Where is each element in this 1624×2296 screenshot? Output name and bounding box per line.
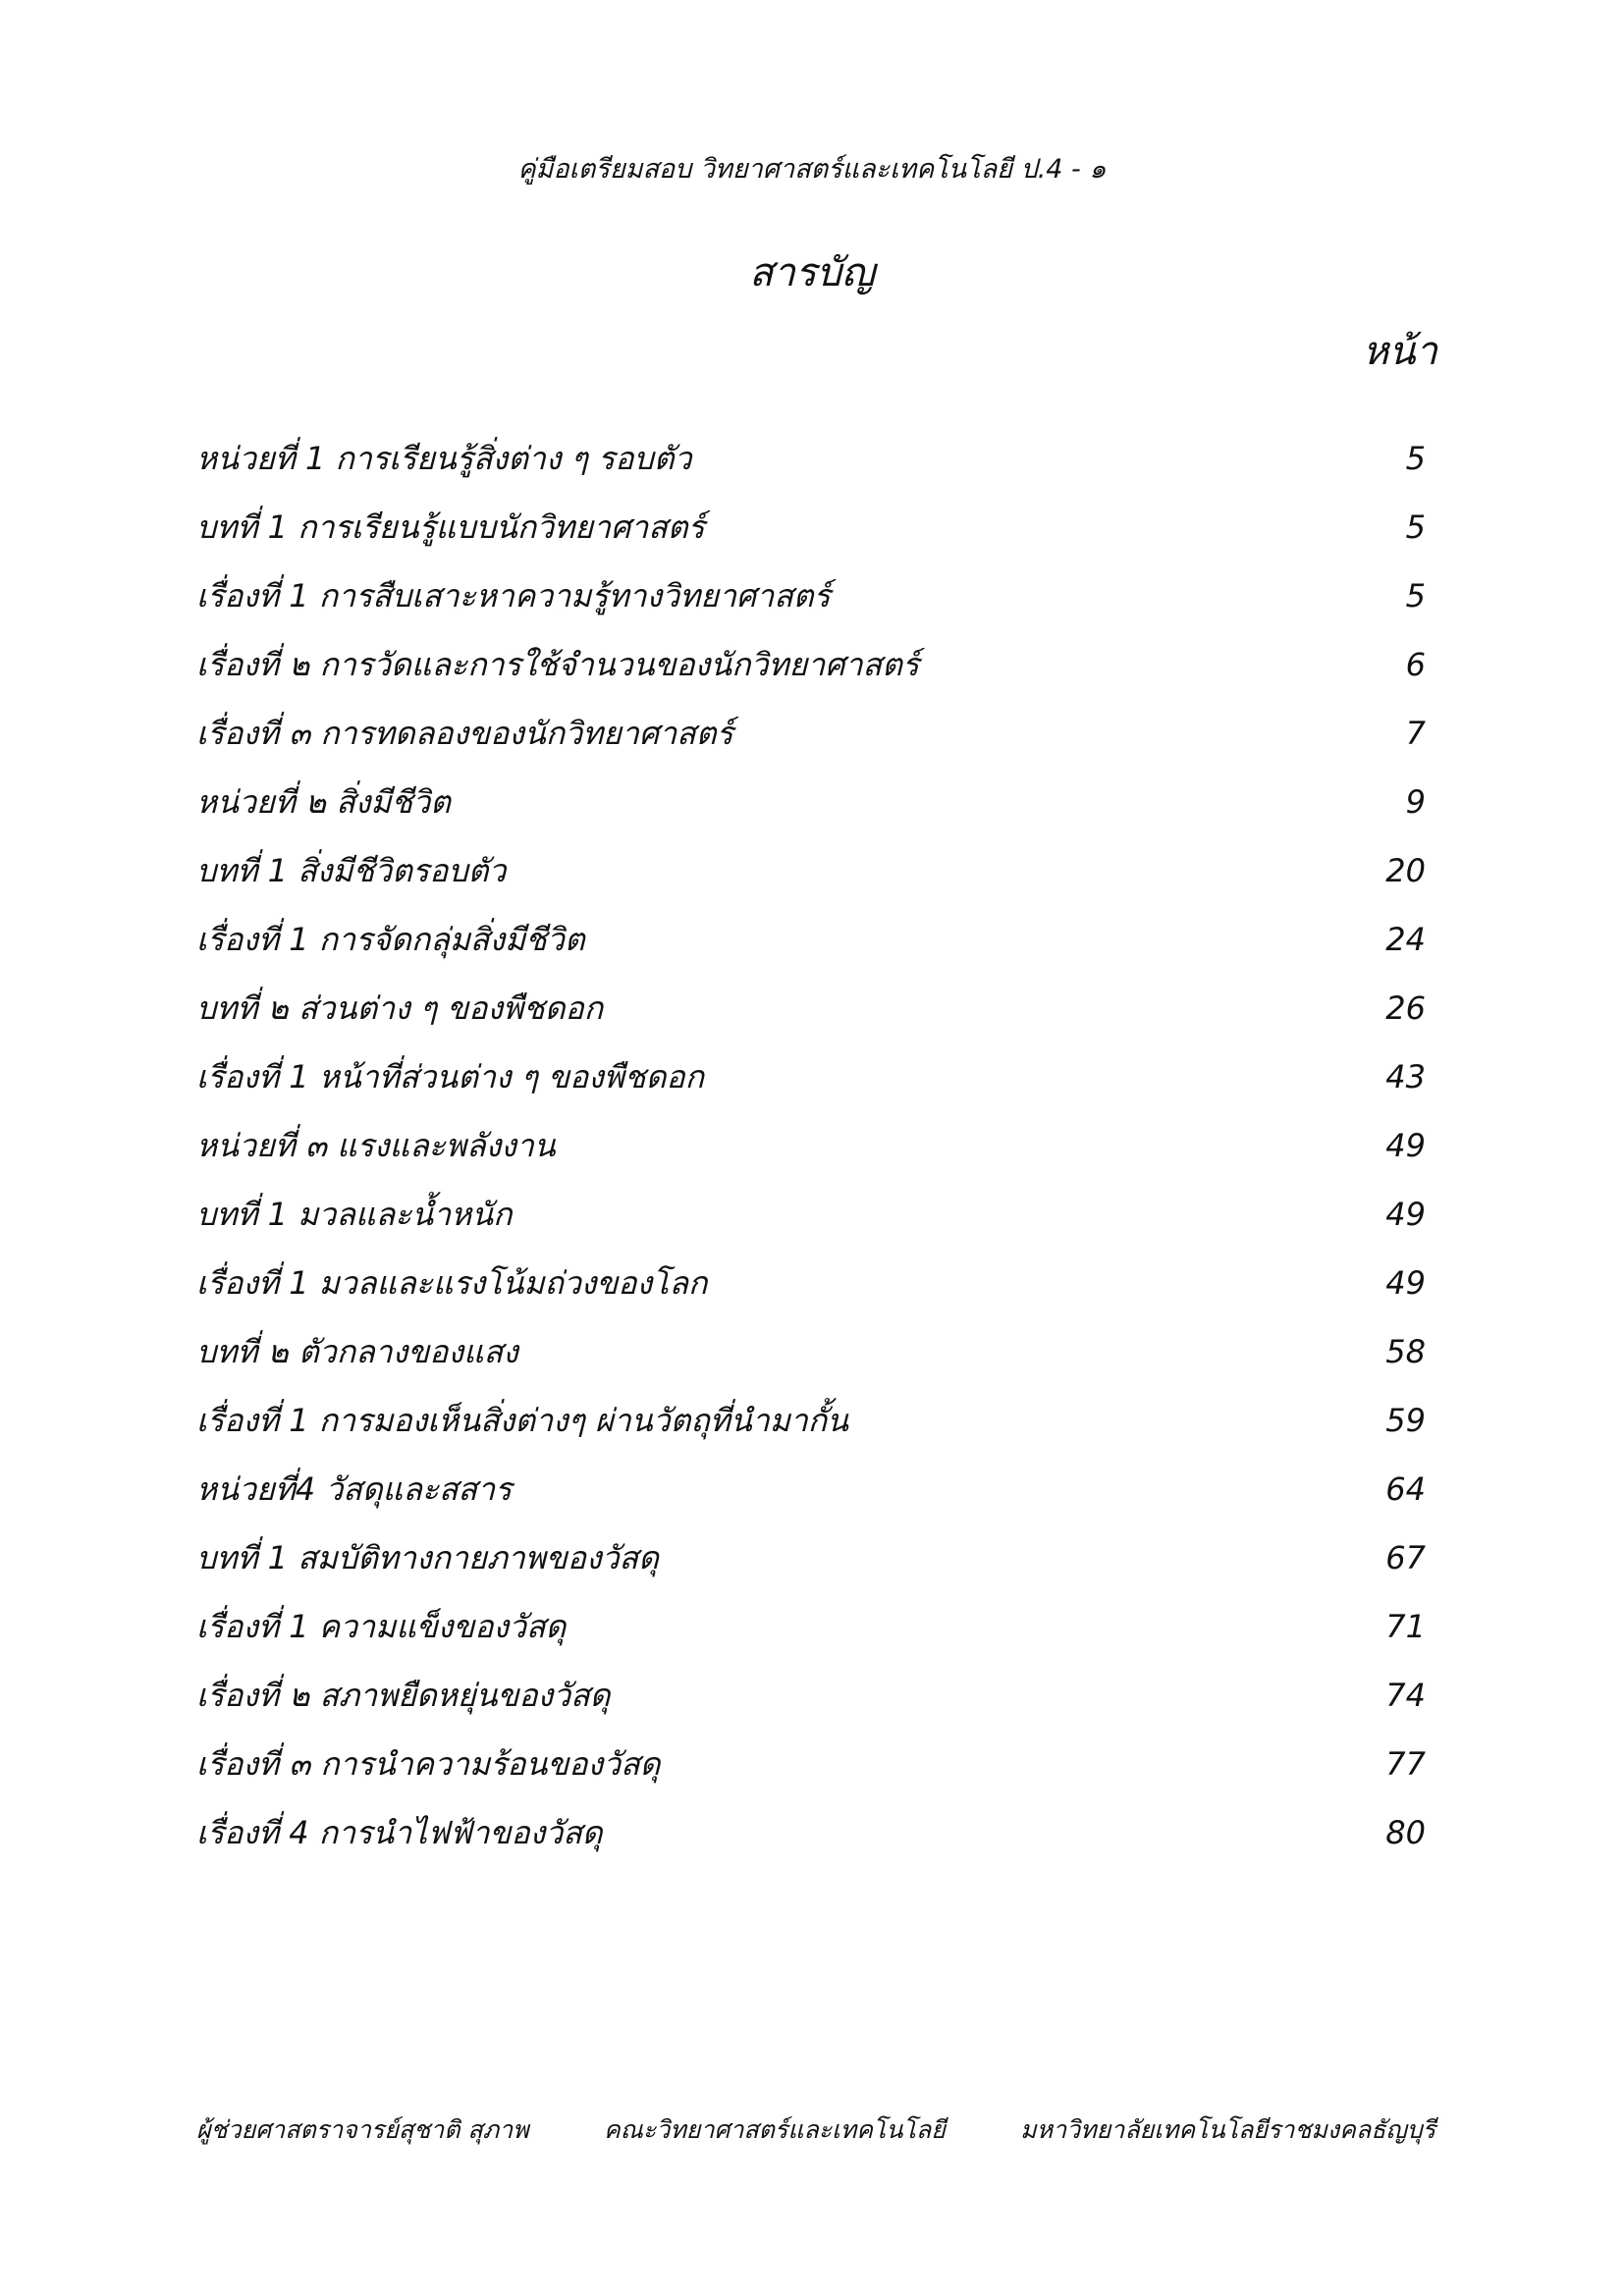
toc-entry-title: เรื่องที่ 1 หน้าที่ส่วนต่าง ๆ ของพืชดอก — [196, 1057, 704, 1095]
footer-author: ผู้ช่วยศาสตราจารย์สุชาติ สุภาพ — [196, 2115, 529, 2144]
toc-entry-title: หน่วยที่ ๒ สิ่งมีชีวิต — [196, 782, 451, 821]
toc-entry-title: บทที่ 1 สมบัติทางกายภาพของวัสดุ — [196, 1538, 659, 1576]
toc-entry-title: เรื่องที่ ๒ การวัดและการใช้จำนวนของนักวิทยาศาสตร์ — [196, 645, 920, 683]
toc-entry-title: เรื่องที่ 1 การสืบเสาะหาความรู้ทางวิทยาศาสตร์ — [196, 576, 831, 614]
page-column-label: หน้า — [1362, 329, 1437, 374]
toc-entry-page: 71 — [1385, 1608, 1426, 1645]
toc-entry-page: 43 — [1385, 1058, 1426, 1095]
toc-entry — [196, 493, 1435, 561]
toc-entry-page: 49 — [1385, 1127, 1426, 1164]
toc-entry — [196, 561, 1435, 630]
toc-entry-page: 5 — [1405, 577, 1426, 614]
toc-entry — [196, 974, 1435, 1042]
toc-entry-title: เรื่องที่ ๓ การนำความร้อนของวัสดุ — [196, 1744, 661, 1783]
toc-entry-page: 26 — [1385, 989, 1426, 1027]
toc-entry — [196, 1042, 1435, 1111]
toc-entry-page: 74 — [1385, 1677, 1426, 1714]
toc-entry-page: 49 — [1385, 1196, 1426, 1233]
toc-entry-title: บทที่ ๒ ตัวกลางของแสง — [196, 1332, 518, 1370]
toc-entry — [196, 1111, 1435, 1180]
toc-entry — [196, 768, 1435, 836]
toc-entry-title: บทที่ 1 มวลและน้ำหนัก — [196, 1195, 513, 1233]
toc-entry — [196, 1386, 1435, 1455]
toc-entry-title: เรื่องที่ ๓ การทดลองของนักวิทยาศาสตร์ — [196, 714, 733, 752]
page-footer — [196, 2110, 1435, 2150]
toc-entry-page: 20 — [1385, 852, 1426, 889]
toc-entry-title: บทที่ ๒ ส่วนต่าง ๆ ของพืชดอก — [196, 988, 604, 1027]
toc-entry — [196, 699, 1435, 768]
toc-entry — [196, 1798, 1435, 1867]
toc-entry — [196, 905, 1435, 974]
toc-entry — [196, 630, 1435, 699]
toc-entry-page: 64 — [1385, 1470, 1426, 1508]
toc-entry-title: หน่วยที่ ๓ แรงและพลังงาน — [196, 1126, 556, 1164]
toc-entry — [196, 1730, 1435, 1798]
toc-entry-page: 9 — [1405, 783, 1426, 821]
toc-entry-title: หน่วยที่ 1 การเรียนรู้สิ่งต่าง ๆ รอบตัว — [196, 439, 692, 477]
toc-entry-page: 5 — [1405, 440, 1426, 477]
toc-entry — [196, 424, 1435, 493]
footer-faculty: คณะวิทยาศาสตร์และเทคโนโลยี — [603, 2115, 946, 2144]
toc-entry-title: บทที่ 1 สิ่งมีชีวิตรอบตัว — [196, 851, 507, 889]
toc-entry — [196, 1592, 1435, 1661]
toc-entry — [196, 1455, 1435, 1523]
toc-entry-title: เรื่องที่ 1 มวลและแรงโน้มถ่วงของโลก — [196, 1263, 708, 1302]
toc-entry-title: เรื่องที่ 1 ความแข็งของวัสดุ — [196, 1607, 567, 1645]
toc-entry — [196, 1249, 1435, 1317]
toc-entry — [196, 1180, 1435, 1249]
table-of-contents — [196, 424, 1435, 1867]
toc-entry-title: หน่วยที่4 วัสดุและสสาร — [196, 1469, 513, 1508]
running-header: คู่มือเตรียมสอบ วิทยาศาสตร์และเทคโนโลยี ป.4 - ๑ — [517, 154, 1107, 185]
toc-entry-title: เรื่องที่ 4 การนำไฟฟ้าของวัสดุ — [196, 1813, 603, 1851]
toc-entry-page: 77 — [1385, 1745, 1426, 1783]
toc-entry-page: 58 — [1385, 1333, 1426, 1370]
toc-entry-page: 7 — [1405, 715, 1426, 752]
toc-entry — [196, 1317, 1435, 1386]
toc-entry-page: 67 — [1385, 1539, 1426, 1576]
toc-entry-title: เรื่องที่ 1 การจัดกลุ่มสิ่งมีชีวิต — [196, 920, 585, 958]
toc-entry — [196, 1523, 1435, 1592]
toc-entry-title: เรื่องที่ ๒ สภาพยืดหยุ่นของวัสดุ — [196, 1676, 611, 1714]
toc-entry-page: 5 — [1405, 508, 1426, 546]
footer-university: มหาวิทยาลัยเทคโนโลยีราชมงคลธัญบุรี — [1020, 2115, 1435, 2144]
page-title: สารบัญ — [749, 250, 875, 295]
toc-entry-title: บทที่ 1 การเรียนรู้แบบนักวิทยาศาสตร์ — [196, 507, 705, 546]
toc-entry — [196, 836, 1435, 905]
toc-entry — [196, 1661, 1435, 1730]
toc-entry-page: 24 — [1385, 921, 1426, 958]
toc-entry-page: 80 — [1385, 1814, 1426, 1851]
toc-entry-page: 59 — [1385, 1402, 1426, 1439]
toc-entry-page: 49 — [1385, 1264, 1426, 1302]
toc-entry-title: เรื่องที่ 1 การมองเห็นสิ่งต่างๆ ผ่านวัตถุที่นำมากั้น — [196, 1401, 848, 1439]
toc-entry-page: 6 — [1405, 646, 1426, 683]
